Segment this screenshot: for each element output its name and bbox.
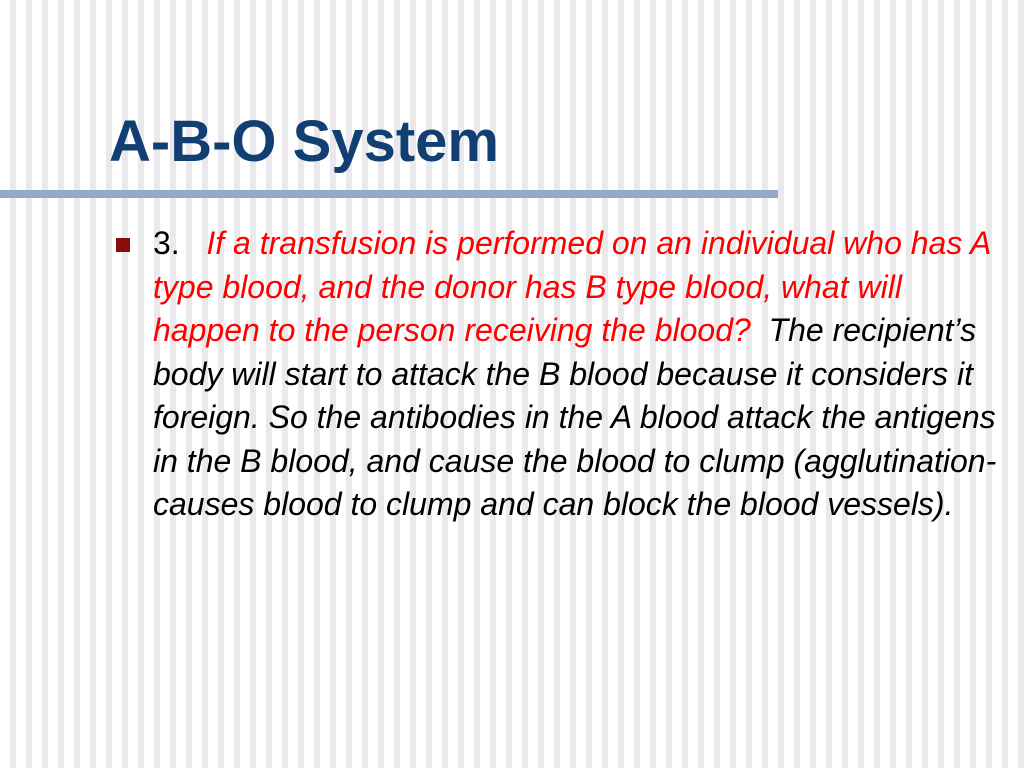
question-text: If a transfusion is performed on an individual who has A type blood, and the donor has B type blood, what will happen to the person receiving the blood?	[153, 225, 991, 348]
title-divider	[0, 190, 778, 198]
slide-title: A-B-O System	[109, 109, 499, 174]
answer-text: The recipient’s body will start to attack the B blood because it considers it foreign. So the antibodies in the A blood attack the antigens in the B blood, and cause the blood to clump (agglutination-causes blood to clump and can block the blood vessels).	[153, 312, 997, 522]
bullet-text	[153, 222, 1003, 527]
square-bullet-icon	[116, 238, 130, 252]
bullet-number: 3.	[153, 225, 180, 261]
